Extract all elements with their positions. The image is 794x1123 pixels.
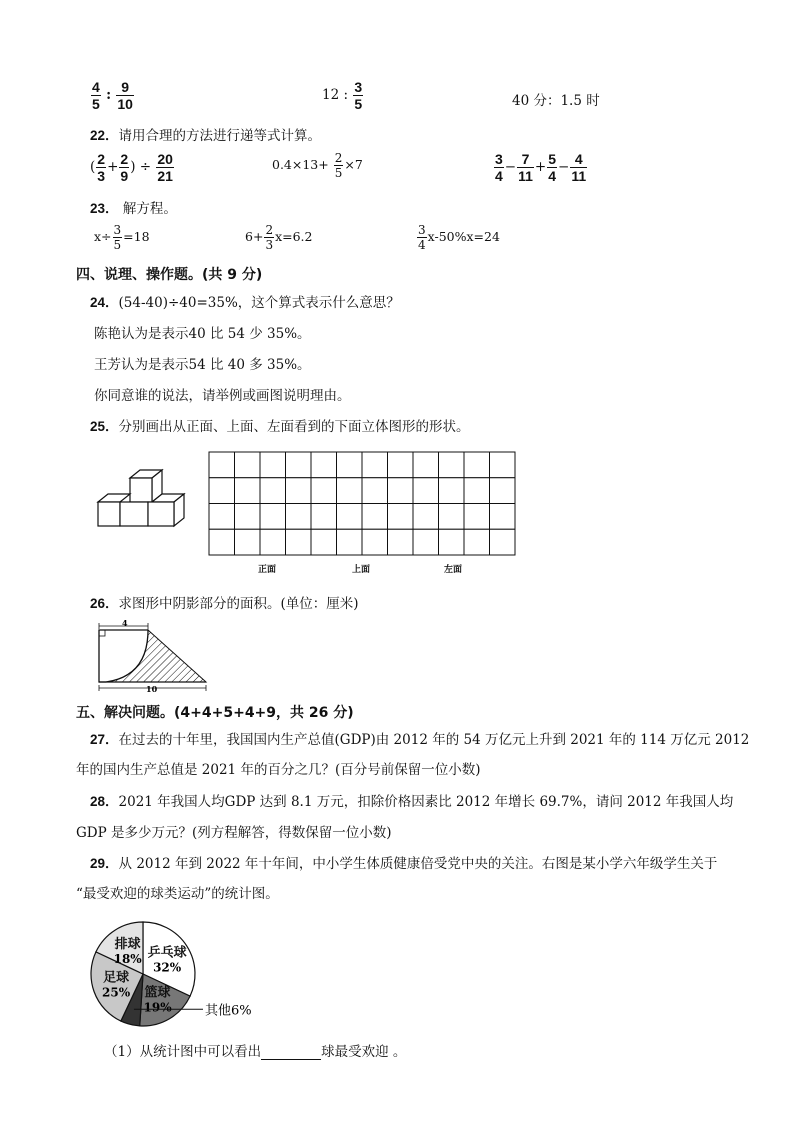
- q23-prompt: 23． 解方程。: [90, 201, 177, 217]
- pie-label-name: 排球: [114, 936, 141, 952]
- grid-cell[interactable]: [362, 452, 388, 478]
- grid-cell[interactable]: [235, 504, 261, 530]
- pie-label-name: 篮球: [144, 985, 171, 1001]
- grid-cell[interactable]: [235, 529, 261, 555]
- grid-label-front: 正面: [258, 565, 277, 575]
- cube-figure: [94, 468, 190, 530]
- grid-cell[interactable]: [439, 529, 465, 555]
- grid-cell[interactable]: [311, 529, 337, 555]
- grid-cell[interactable]: [413, 504, 439, 530]
- grid-cell[interactable]: [235, 478, 261, 504]
- grid-cell[interactable]: [286, 504, 312, 530]
- grid-cell[interactable]: [337, 529, 363, 555]
- grid-cell[interactable]: [311, 478, 337, 504]
- grid-cell[interactable]: [286, 478, 312, 504]
- grid-cell[interactable]: [413, 478, 439, 504]
- grid-cell[interactable]: [490, 478, 516, 504]
- q21-ratio-1: $\frac{4}{5}$ : $\frac{9}{10}$: [92, 79, 133, 112]
- grid-cell[interactable]: [209, 478, 235, 504]
- pie-label-pct: 32%: [153, 960, 182, 975]
- grid-cell[interactable]: [260, 504, 286, 530]
- q27-line-2: 年的国内生产总值是 2021 年的百分之几？(百分号前保留一位小数): [76, 762, 481, 778]
- q21-ratio-3: 40 分：1.5 时: [512, 93, 600, 109]
- q24-prompt: 24．(54-40)÷40=35%，这个算式表示什么意思？: [90, 295, 400, 311]
- grid-cell[interactable]: [260, 529, 286, 555]
- grid-cell[interactable]: [209, 504, 235, 530]
- grid-cell[interactable]: [490, 452, 516, 478]
- pie-label-pct: 19%: [143, 1000, 172, 1015]
- grid-cell[interactable]: [413, 452, 439, 478]
- fraction: $\frac{3}{5}$: [354, 79, 363, 112]
- q24-line-1: 陈艳认为是表示40 比 54 少 35%。: [94, 326, 311, 342]
- pie-chart: [88, 918, 278, 1030]
- grid-label-top: 上面: [352, 565, 371, 575]
- q23-expr-3: $\frac{3}{4}$ x-50%x=24: [418, 223, 500, 252]
- q29-sub-1: （1）从统计图中可以看出 球最受欢迎 。: [104, 1044, 407, 1060]
- drawing-grid[interactable]: [208, 451, 518, 557]
- q28-line-1: 28．2021 年我国人均GDP 达到 8.1 万元，扣除价格因素比 2012 年增长 69.7%，请问 2012 年我国人均: [90, 794, 734, 810]
- grid-cell[interactable]: [286, 529, 312, 555]
- grid-cell[interactable]: [439, 478, 465, 504]
- grid-cell[interactable]: [260, 478, 286, 504]
- grid-cell[interactable]: [439, 452, 465, 478]
- pie-label-pct: 18%: [113, 951, 142, 966]
- q21-ratio-2: 12 : $\frac{3}{5}$: [322, 79, 363, 112]
- grid-cell[interactable]: [490, 504, 516, 530]
- grid-cell[interactable]: [362, 529, 388, 555]
- q23-expr-1: x÷ $\frac{3}{5}$ =18: [94, 223, 150, 252]
- grid-cell[interactable]: [388, 478, 414, 504]
- dim-bottom-label: 10: [146, 684, 158, 694]
- grid-cell[interactable]: [209, 452, 235, 478]
- q26-prompt: 26．求图形中阴影部分的面积。(单位：厘米): [90, 596, 359, 612]
- q22-prompt: 22．请用合理的方法进行递等式计算。: [90, 128, 322, 144]
- grid-cell[interactable]: [490, 529, 516, 555]
- pie-label-name: 足球: [103, 970, 130, 986]
- grid-cell[interactable]: [260, 452, 286, 478]
- q22-expr-2: 0.4×13+ $\frac{2}{5}$ ×7: [272, 151, 363, 180]
- grid-cell[interactable]: [362, 504, 388, 530]
- q29-line-1: 29．从 2012 年到 2022 年十年间，中小学生体质健康倍受党中央的关注。右图是某小学六年级学生关于: [90, 856, 718, 872]
- q22-expr-3: $\frac{3}{4}$ − $\frac{7}{11}$ + $\frac{5}{4}$ − $\frac{4}{11}$: [495, 151, 587, 184]
- q24-line-2: 王芳认为是表示54 比 40 多 35%。: [94, 357, 311, 373]
- pie-label-name: 乒乓球: [147, 945, 187, 961]
- pie-label-pct: 25%: [102, 985, 131, 1000]
- q22-expr-1: ( $\frac{2}{3}$ + $\frac{2}{9}$ ) ÷ $\frac{20}{21}$: [90, 151, 173, 184]
- grid-cell[interactable]: [439, 504, 465, 530]
- q23-expr-2: 6+ $\frac{2}{3}$ x=6.2: [245, 223, 313, 252]
- grid-cell[interactable]: [464, 529, 490, 555]
- q27-line-1: 27．在过去的十年里，我国国内生产总值(GDP)由 2012 年的 54 万亿元上升到 2021 年的 114 万亿元 2012: [90, 732, 750, 748]
- q28-line-2: GDP 是多少万元？(列方程解答，得数保留一位小数): [76, 825, 392, 841]
- grid-cell[interactable]: [337, 478, 363, 504]
- grid-cell[interactable]: [209, 529, 235, 555]
- grid-cell[interactable]: [286, 452, 312, 478]
- section-4-title: 四、说理、操作题。(共 9 分): [76, 267, 263, 283]
- grid-cell[interactable]: [311, 504, 337, 530]
- q29-line-2: “最受欢迎的球类运动”的统计图。: [76, 886, 279, 902]
- grid-cell[interactable]: [413, 529, 439, 555]
- fraction: $\frac{9}{10}$: [117, 79, 133, 112]
- pie-label-external: 其他6%: [205, 1003, 252, 1019]
- grid-cell[interactable]: [337, 452, 363, 478]
- grid-cell[interactable]: [464, 452, 490, 478]
- grid-cell[interactable]: [362, 478, 388, 504]
- grid-cell[interactable]: [464, 504, 490, 530]
- grid-cell[interactable]: [388, 529, 414, 555]
- grid-cell[interactable]: [388, 452, 414, 478]
- q24-line-3: 你同意谁的说法，请举例或画图说明理由。: [94, 388, 351, 404]
- grid-cell[interactable]: [311, 452, 337, 478]
- grid-cell[interactable]: [235, 452, 261, 478]
- fraction: $\frac{4}{5}$: [92, 79, 100, 112]
- grid-cell[interactable]: [337, 504, 363, 530]
- grid-cell[interactable]: [464, 478, 490, 504]
- grid-cell[interactable]: [388, 504, 414, 530]
- answer-blank[interactable]: [261, 1045, 321, 1060]
- grid-label-left: 左面: [444, 565, 463, 575]
- q25-prompt: 25．分别画出从正面、上面、左面看到的下面立体图形的形状。: [90, 419, 470, 435]
- dim-top-label: 4: [122, 620, 128, 628]
- section-5-title: 五、解决问题。(4+4+5+4+9，共 26 分): [76, 705, 354, 721]
- shaded-area-figure: [92, 620, 210, 696]
